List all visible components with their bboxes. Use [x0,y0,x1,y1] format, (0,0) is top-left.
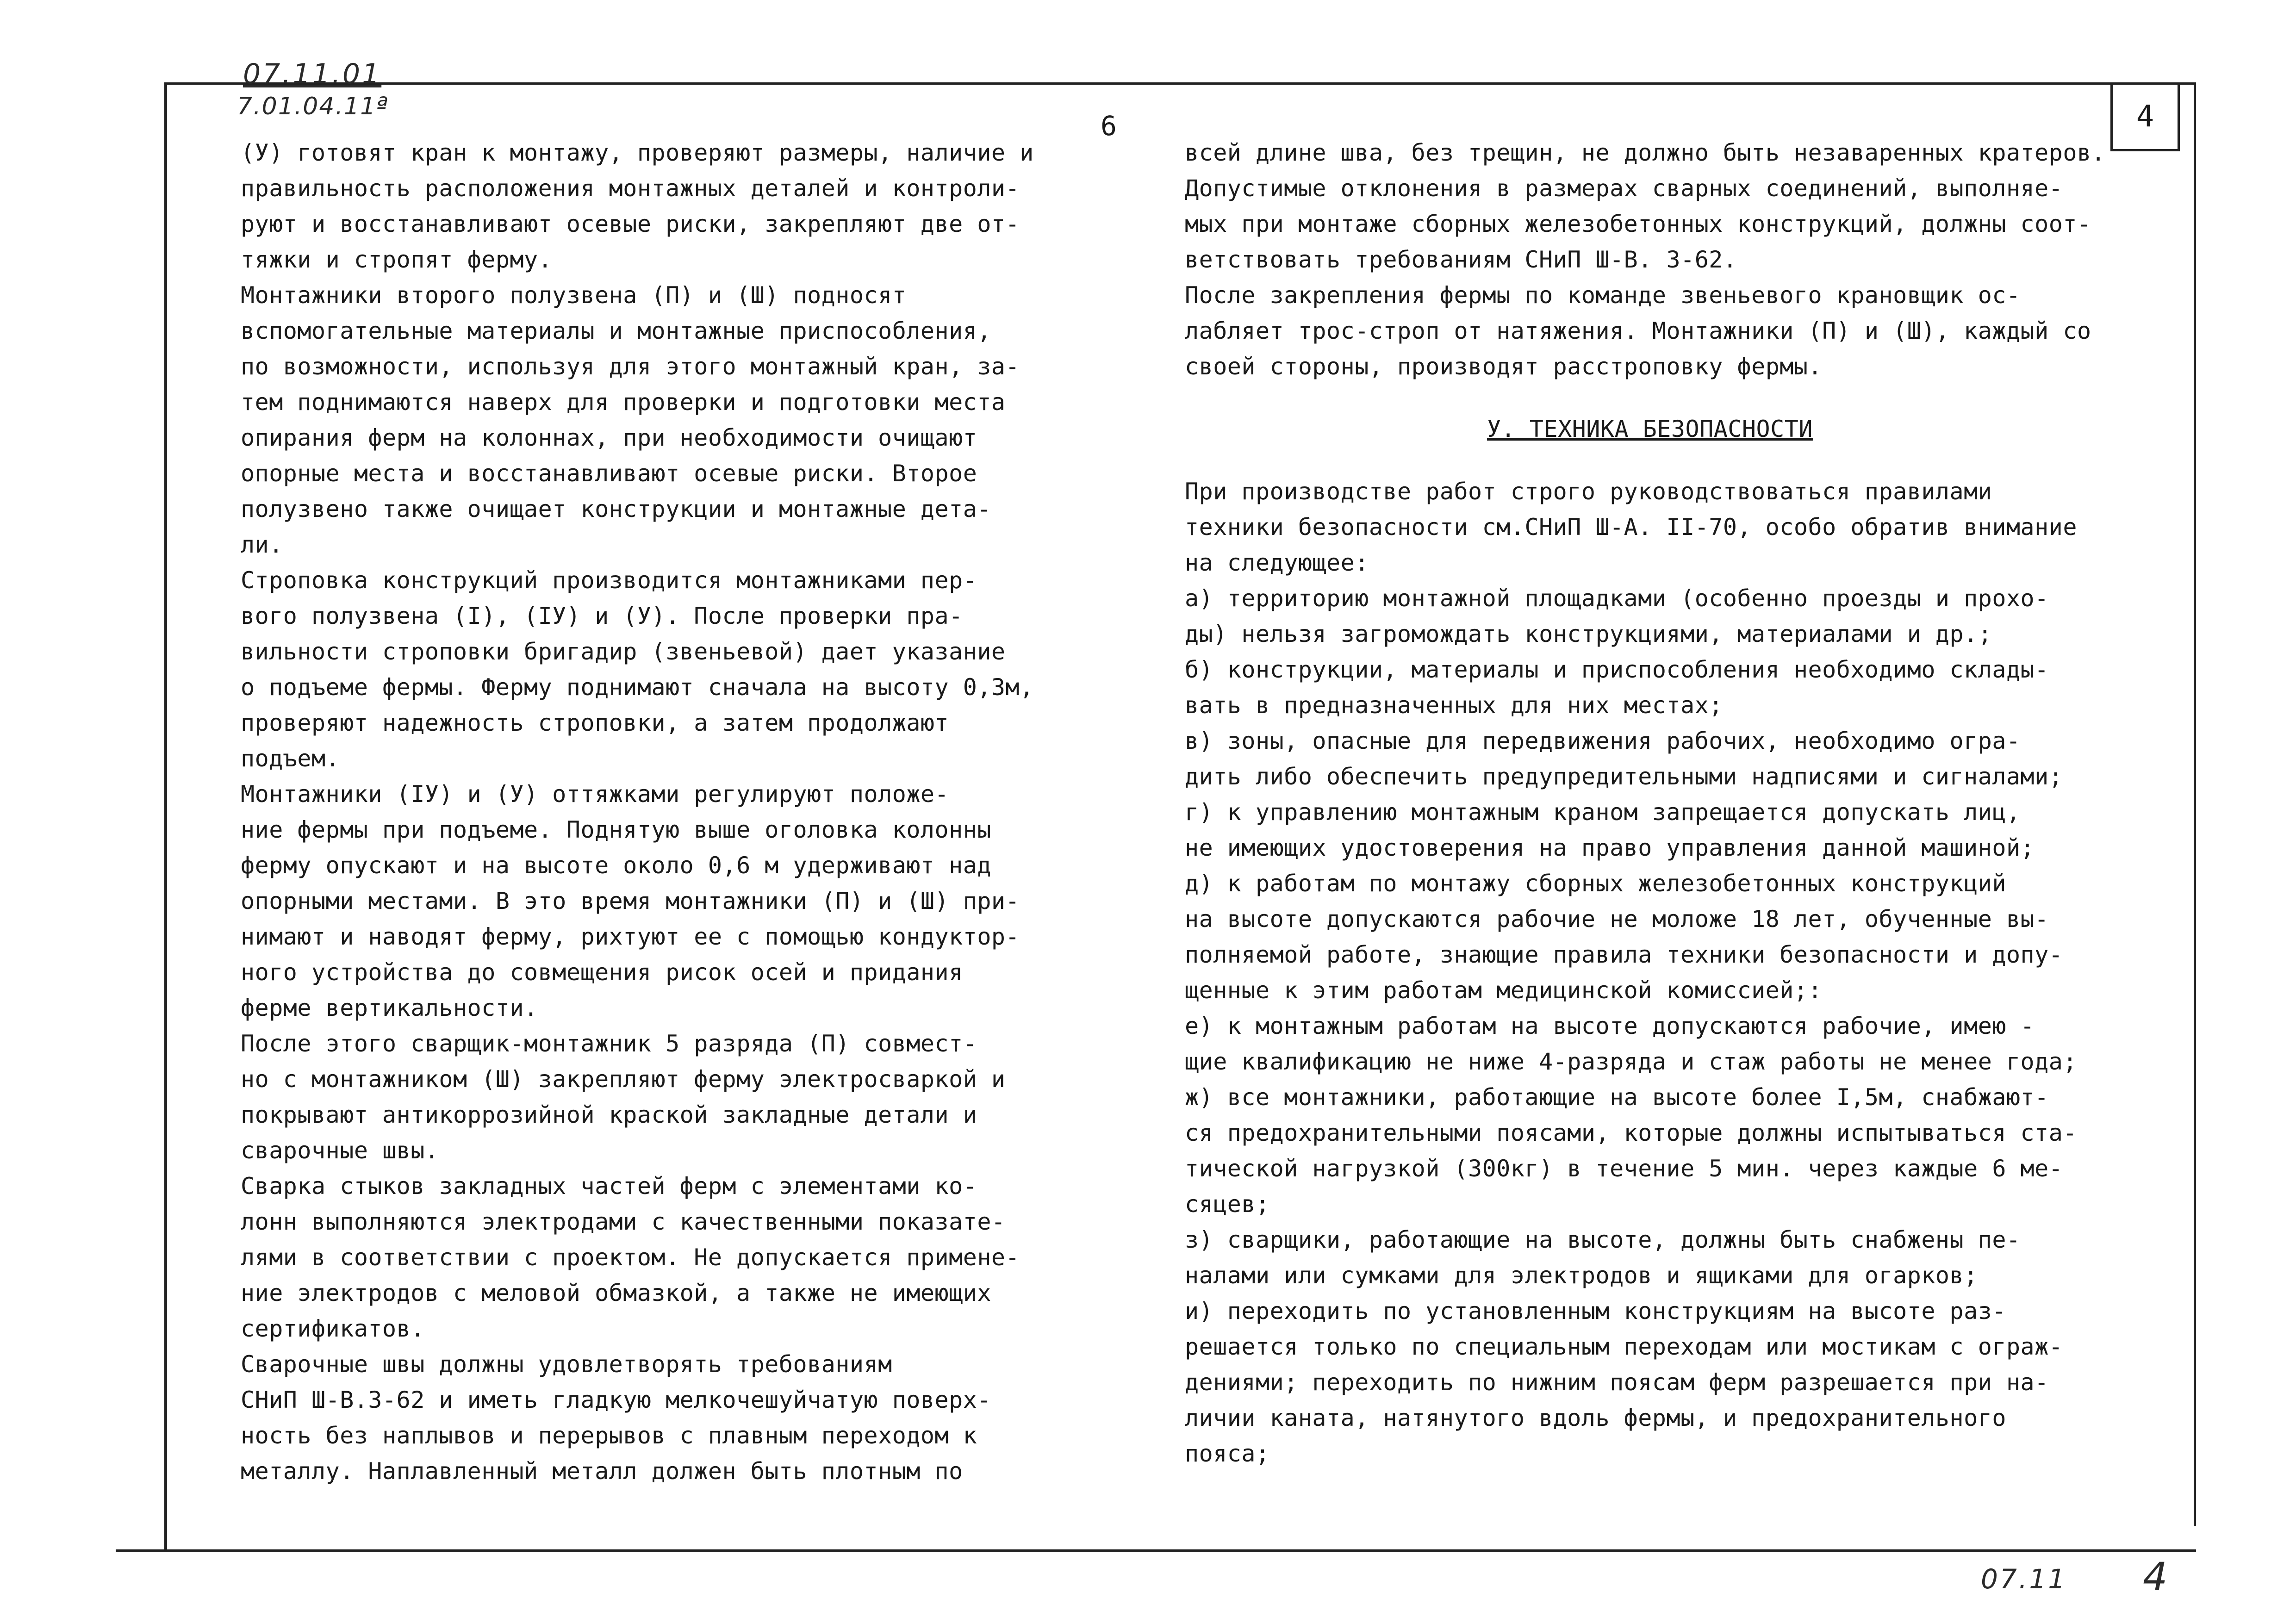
text-line: руют и восстанавливают осевые риски, закрепляют две от- [241,211,1020,237]
right-column-top [1185,135,2115,385]
text-line: пояса; [1185,1440,1270,1467]
text-line: щие квалификацию не ниже 4-разряда и стаж работы не менее года; [1185,1048,2077,1075]
text-line: не имеющих удостоверения на право управления данной машиной; [1185,834,2035,861]
text-line: ферму опускают и на высоте около 0,6 м удерживают над [241,852,991,879]
text-line: ферме вертикальности. [241,995,538,1021]
text-line: и) переходить по установленным конструкциям на высоте раз- [1185,1298,2006,1325]
text-line: опирания ферм на колоннах, при необходимости очищают [241,424,977,451]
text-line: е) к монтажным работам на высоте допускаются рабочие, имею - [1185,1013,2035,1039]
frame-right-line [2194,82,2196,1526]
section-gap [1185,385,2115,411]
page-number: 6 [1101,110,1117,142]
text-line: ды) нельзя загромождать конструкциями, материалами и др.; [1185,621,1992,647]
sheet-number-box: 4 [2110,84,2180,151]
text-line: вать в предназначенных для них местах; [1185,692,1723,719]
text-line: а) территорию монтажной площадками (особенно проезды и прохо- [1185,585,2049,612]
text-line: После этого сварщик-монтажник 5 разряда (П) совмест- [241,1030,977,1057]
text-line: ся предохранительными поясами, которые должны испытываться ста- [1185,1119,2077,1146]
left-column [241,135,1120,1489]
text-line: о подъеме фермы. Ферму поднимают сначала на высоту 0,3м, [241,674,1034,701]
text-line: на следующее: [1185,549,1369,576]
text-line: лонн выполняются электродами с качественными показате- [241,1208,1006,1235]
text-line: ние фермы при подъеме. Поднятую выше оголовка колонны [241,816,991,843]
text-line: Монтажники (IУ) и (У) оттяжками регулируют положе- [241,781,949,808]
right-column-bottom [1185,474,2115,1472]
text-line: ли. [241,531,283,558]
text-line: Сварка стыков закладных частей ферм с элементами ко- [241,1173,977,1200]
text-line: щенные к этим работам медицинской комиссией;: [1185,977,1823,1004]
text-line: При производстве работ строго руководствоваться правилами [1185,478,1992,505]
text-line: налами или сумками для электродов и ящиками для огарков; [1185,1262,1978,1289]
text-line: Допустимые отклонения в размерах сварных соединений, выполняе- [1185,175,2063,202]
handwritten-code-bottom: 07.11 [1981,1563,2067,1595]
text-line: по возможности, используя для этого монтажный кран, за- [241,353,1020,380]
text-line: дить либо обеспечить предупредительными надписями и сигналами; [1185,763,2063,790]
right-column [1185,135,2115,1472]
text-line: сяцев; [1185,1191,1270,1218]
text-line: полузвено также очищает конструкции и монтажные дета- [241,496,991,522]
text-line: лями в соответствии с проектом. Не допускается примене- [241,1244,1020,1271]
text-line: После закрепления фермы по команде звеньевого крановщик ос- [1185,282,2021,309]
text-line: Монтажники второго полузвена (П) и (Ш) подносят [241,282,907,309]
text-line: опорные места и восстанавливают осевые риски. Второе [241,460,977,487]
text-line: з) сварщики, работающие на высоте, должны быть снабжены пе- [1185,1226,2021,1253]
text-line: нимают и наводят ферму, рихтуют ее с помощью кондуктор- [241,923,1020,950]
text-line: на высоте допускаются рабочие не моложе 18 лет, обученные вы- [1185,906,2049,933]
section-title: У. ТЕХНИКА БЕЗОПАСНОСТИ [1487,416,1813,442]
text-line: всей длине шва, без трещин, не должно быть незаваренных кратеров. [1185,139,2106,166]
text-line: тической нагрузкой (300кг) в течение 5 мин. через каждые 6 ме- [1185,1155,2063,1182]
text-line: ного устройства до совмещения рисок осей и придания [241,959,963,986]
text-line: техники безопасности см.СНиП Ш-А. II-70, особо обратив внимание [1185,514,2077,541]
text-line: вспомогательные материалы и монтажные приспособления, [241,317,991,344]
text-line: г) к управлению монтажным краном запрещается допускать лиц, [1185,799,2021,826]
text-line: ж) все монтажники, работающие на высоте более I,5м, снабжают- [1185,1084,2049,1111]
text-line: вого полузвена (I), (IУ) и (У). После проверки пра- [241,603,963,629]
frame-top-line [164,82,2196,85]
text-line: в) зоны, опасные для передвижения рабочих, необходимо огра- [1185,728,2021,754]
text-line: (У) готовят кран к монтажу, проверяют размеры, наличие и [241,139,1034,166]
text-line: проверяют надежность строповки, а затем продолжают [241,709,949,736]
handwritten-code-series: 7.01.04.11ª [237,93,389,120]
text-line: правильность расположения монтажных деталей и контроли- [241,175,1020,202]
text-line: сварочные швы. [241,1137,439,1164]
text-line: тяжки и стропят ферму. [241,246,553,273]
handwritten-sheet-bottom: 4 [2143,1554,2168,1599]
text-line: покрывают антикоррозийной краской закладные детали и [241,1101,977,1128]
text-line: сертификатов. [241,1315,425,1342]
frame-bottom-line [116,1549,2196,1552]
text-line: вильности строповки бригадир (звеньевой) дает указание [241,638,1006,665]
text-line: Сварочные швы должны удовлетворять требованиям [241,1351,892,1378]
text-line: полняемой работе, знающие правила техники безопасности и допу- [1185,941,2063,968]
text-line: д) к работам по монтажу сборных железобетонных конструкций [1185,870,2006,897]
text-line: решается только по специальным переходам или мостикам с ограж- [1185,1333,2063,1360]
text-line: СНиП Ш-В.3-62 и иметь гладкую мелкочешуйчатую поверх- [241,1387,991,1413]
text-line: мых при монтаже сборных железобетонных конструкций, должны соот- [1185,211,2091,237]
section-gap [1185,447,2115,474]
text-line: дениями; переходить по нижним поясам ферм разрешается при на- [1185,1369,2049,1396]
text-line: Строповка конструкций производится монтажниками пер- [241,567,977,594]
handwritten-code-top: 07.11.01 [243,58,382,90]
text-line: ветствовать требованиям СНиП Ш-В. 3-62. [1185,246,1737,273]
text-line: личии каната, натянутого вдоль фермы, и предохранительного [1185,1405,2006,1431]
text-line: но с монтажником (Ш) закрепляют ферму электросваркой и [241,1066,1006,1093]
text-line: б) конструкции, материалы и приспособления необходимо склады- [1185,656,2049,683]
text-line: лабляет трос-строп от натяжения. Монтажники (П) и (Ш), каждый со [1185,317,2091,344]
text-line: подъем. [241,745,340,772]
text-line: тем поднимаются наверх для проверки и подготовки места [241,389,1006,416]
frame-left-line [164,82,167,1552]
text-line: опорными местами. В это время монтажники (П) и (Ш) при- [241,888,1020,914]
text-line: своей стороны, производят расстроповку фермы. [1185,353,1823,380]
text-line: ние электродов с меловой обмазкой, а также не имеющих [241,1280,991,1306]
text-line: металлу. Наплавленный металл должен быть плотным по [241,1458,963,1485]
text-line: ность без наплывов и перерывов с плавным переходом к [241,1422,977,1449]
